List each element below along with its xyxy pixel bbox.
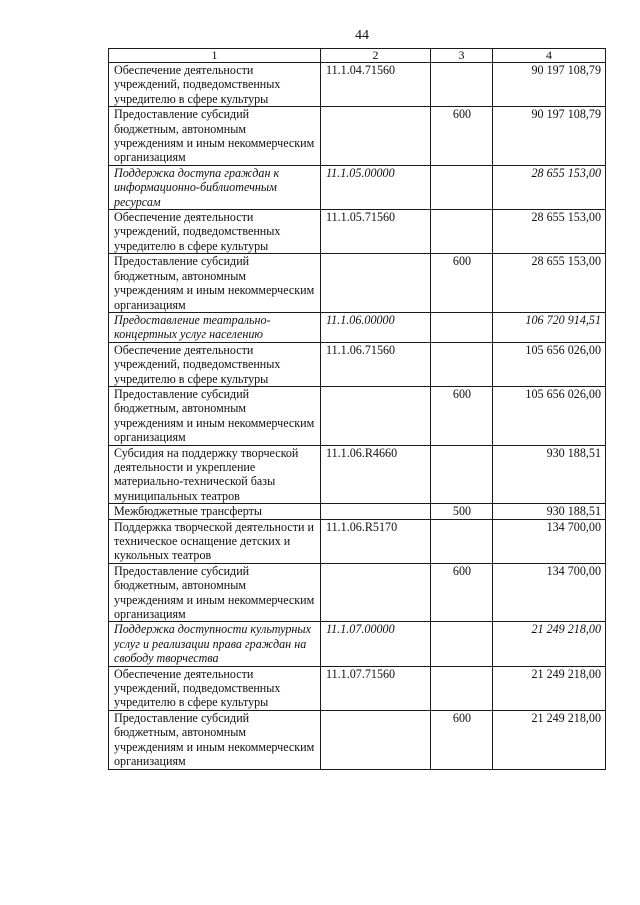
row-group-cell (431, 165, 493, 209)
row-amount-cell: 28 655 153,00 (493, 210, 606, 254)
row-group-cell (431, 666, 493, 710)
table-row (109, 622, 606, 666)
row-amount-cell: 134 700,00 (493, 519, 606, 563)
column-header-4: 4 (493, 49, 606, 63)
table-row (109, 254, 606, 313)
row-amount-cell: 930 188,51 (493, 504, 606, 519)
row-name-cell: Предоставление театрально-концертных услуг населению (109, 312, 321, 342)
row-amount-cell: 21 249 218,00 (493, 622, 606, 666)
row-group-cell (431, 445, 493, 504)
row-amount-cell: 21 249 218,00 (493, 710, 606, 769)
row-group-cell: 600 (431, 386, 493, 445)
row-group-cell (431, 63, 493, 107)
row-amount-cell: 105 656 026,00 (493, 342, 606, 386)
column-header-2: 2 (321, 49, 431, 63)
row-amount-cell: 28 655 153,00 (493, 254, 606, 313)
row-name-cell: Поддержка доступности культурных услуг и реализации права граждан на свободу творчества (109, 622, 321, 666)
table-row (109, 504, 606, 519)
table-row (109, 342, 606, 386)
table-row (109, 563, 606, 622)
row-name-cell: Субсидия на поддержку творческой деятельности и укрепление материально-технической базы муниципальных театров (109, 445, 321, 504)
row-code-cell: 11.1.05.71560 (321, 210, 431, 254)
row-name-cell: Обеспечение деятельности учреждений, подведомственных учредителю в сфере культуры (109, 63, 321, 107)
row-amount-cell: 134 700,00 (493, 563, 606, 622)
row-code-cell (321, 710, 431, 769)
row-name-cell: Поддержка творческой деятельности и техническое оснащение детских и кукольных театров (109, 519, 321, 563)
row-code-cell: 11.1.06.R5170 (321, 519, 431, 563)
row-amount-cell: 90 197 108,79 (493, 63, 606, 107)
row-name-cell: Межбюджетные трансферты (109, 504, 321, 519)
row-code-cell: 11.1.06.00000 (321, 312, 431, 342)
table-row (109, 386, 606, 445)
row-name-cell: Обеспечение деятельности учреждений, подведомственных учредителю в сфере культуры (109, 210, 321, 254)
row-group-cell (431, 342, 493, 386)
row-amount-cell: 90 197 108,79 (493, 107, 606, 166)
table-row (109, 107, 606, 166)
row-amount-cell: 930 188,51 (493, 445, 606, 504)
row-name-cell: Обеспечение деятельности учреждений, подведомственных учредителю в сфере культуры (109, 666, 321, 710)
table-row (109, 165, 606, 209)
row-name-cell: Предоставление субсидий бюджетным, автономным учреждениям и иным некоммерческим организациям (109, 386, 321, 445)
row-name-cell: Предоставление субсидий бюджетным, автономным учреждениям и иным некоммерческим организациям (109, 563, 321, 622)
row-code-cell (321, 254, 431, 313)
table-row (109, 710, 606, 769)
table-body (109, 63, 606, 770)
row-code-cell: 11.1.06.71560 (321, 342, 431, 386)
row-group-cell: 600 (431, 563, 493, 622)
row-code-cell (321, 386, 431, 445)
column-header-1: 1 (109, 49, 321, 63)
table-header (109, 49, 606, 63)
row-code-cell: 11.1.05.00000 (321, 165, 431, 209)
row-name-cell: Обеспечение деятельности учреждений, подведомственных учредителю в сфере культуры (109, 342, 321, 386)
row-name-cell: Поддержка доступа граждан к информационно-библиотечным ресурсам (109, 165, 321, 209)
row-name-cell: Предоставление субсидий бюджетным, автономным учреждениям и иным некоммерческим организациям (109, 254, 321, 313)
budget-table (108, 48, 606, 770)
table-row (109, 519, 606, 563)
row-code-cell: 11.1.04.71560 (321, 63, 431, 107)
page-number: 44 (355, 28, 369, 43)
row-code-cell (321, 107, 431, 166)
row-code-cell: 11.1.07.71560 (321, 666, 431, 710)
row-code-cell (321, 504, 431, 519)
row-code-cell (321, 563, 431, 622)
row-group-cell (431, 622, 493, 666)
table-row (109, 312, 606, 342)
row-amount-cell: 105 656 026,00 (493, 386, 606, 445)
table-row (109, 210, 606, 254)
row-group-cell: 600 (431, 254, 493, 313)
row-group-cell: 600 (431, 710, 493, 769)
row-group-cell: 600 (431, 107, 493, 166)
row-group-cell (431, 210, 493, 254)
header-row (109, 49, 606, 63)
row-group-cell: 500 (431, 504, 493, 519)
row-amount-cell: 21 249 218,00 (493, 666, 606, 710)
row-amount-cell: 106 720 914,51 (493, 312, 606, 342)
row-group-cell (431, 519, 493, 563)
table-row (109, 445, 606, 504)
row-amount-cell: 28 655 153,00 (493, 165, 606, 209)
row-name-cell: Предоставление субсидий бюджетным, автономным учреждениям и иным некоммерческим организациям (109, 107, 321, 166)
row-code-cell: 11.1.06.R4660 (321, 445, 431, 504)
row-code-cell: 11.1.07.00000 (321, 622, 431, 666)
table-row (109, 666, 606, 710)
table-row (109, 63, 606, 107)
row-name-cell: Предоставление субсидий бюджетным, автономным учреждениям и иным некоммерческим организациям (109, 710, 321, 769)
row-group-cell (431, 312, 493, 342)
column-header-3: 3 (431, 49, 493, 63)
